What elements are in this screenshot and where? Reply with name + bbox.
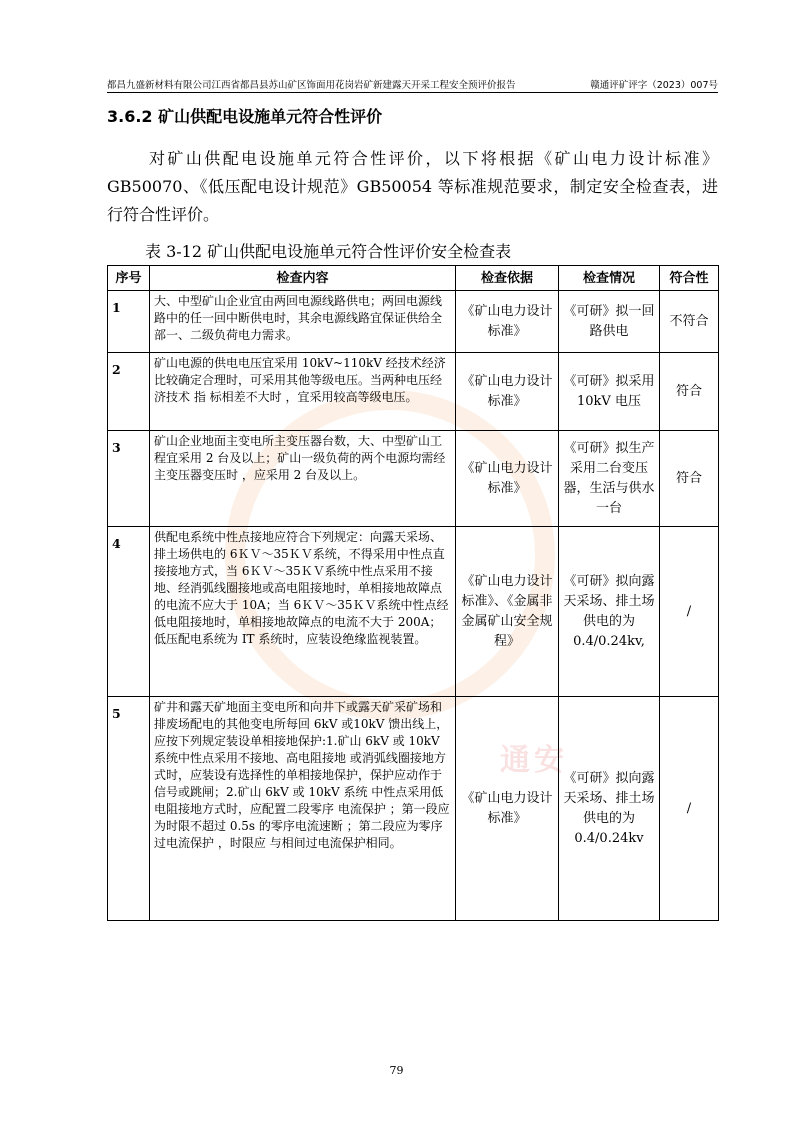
row-status: 《可研》拟采用10kV 电压	[559, 353, 660, 431]
table-row	[108, 353, 719, 431]
row-basis: 《矿山电力设计标准》	[456, 431, 559, 527]
header-status: 检查情况	[559, 266, 660, 291]
inspection-table	[107, 265, 719, 921]
row-no: 1	[108, 291, 150, 353]
row-content: 供配电系统中性点接地应符合下列规定：向露天采场、排土场供电的 6ＫＶ～35ＫＶ系统，不得采用中性点直接接地方式，当 6ＫＶ～35ＫＶ系统中性点采用不接地、经消弧线圈接地或高电阻接地时，单相接地故障点的电流不应大于 10A；当 6ＫＶ～35ＫＶ系统中性点经低电阻接地时，单相接地故障点的电流不大于 200A；低压配电系统为 IT 系统时，应装设绝缘监视装置。	[150, 527, 456, 697]
intro-text: 对矿山供配电设施单元符合性评价，以下将根据《矿山电力设计标准》GB50070、《低压配电设计规范》GB50054 等标准规范要求，制定安全检查表，进行符合性评价。	[107, 149, 718, 224]
row-basis: 《矿山电力设计标准》、《金属非金属矿山安全规程》	[456, 527, 559, 697]
row-basis: 《矿山电力设计标准》	[456, 697, 559, 921]
row-content: 大、中型矿山企业宜由两回电源线路供电；两回电源线路中的任一回中断供电时，其余电源线路宜保证供给全部一、二级负荷电力需求。	[150, 291, 456, 353]
header-content: 检查内容	[150, 266, 456, 291]
row-no: 2	[108, 353, 150, 431]
row-no: 4	[108, 527, 150, 697]
row-result: /	[660, 697, 719, 921]
row-no: 5	[108, 697, 150, 921]
page-number: 79	[389, 1064, 404, 1077]
row-result: 符合	[660, 353, 719, 431]
header-report-number: 赣通评矿评字（2023）007号	[590, 80, 718, 91]
header-divider	[107, 92, 718, 93]
header-basis: 检查依据	[456, 266, 559, 291]
intro-paragraph	[107, 145, 718, 229]
table-row	[108, 431, 719, 527]
row-status: 《可研》拟一回路供电	[559, 291, 660, 353]
row-content: 矿山电源的供电电压宜采用 10kV~110kV 经技术经济比较确定合理时，可采用其他等级电压。当两种电压经济技术 指 标相差不大时 ，宜采用较高等级电压。	[150, 353, 456, 431]
header-result: 符合性	[660, 266, 719, 291]
row-result: /	[660, 527, 719, 697]
section-title: 3.6.2 矿山供配电设施单元符合性评价	[107, 107, 383, 126]
row-basis: 《矿山电力设计标准》	[456, 291, 559, 353]
row-status: 《可研》拟向露天采场、排土场供电的为0.4/0.24kv,	[559, 527, 660, 697]
table-caption: 表 3-12 矿山供配电设施单元符合性评价安全检查表	[145, 242, 512, 261]
table-row	[108, 291, 719, 353]
row-basis: 《矿山电力设计标准》	[456, 353, 559, 431]
row-status: 《可研》拟生产采用二台变压器，生活与供水一台	[559, 431, 660, 527]
table-header-row	[108, 266, 719, 291]
row-no: 3	[108, 431, 150, 527]
row-result: 不符合	[660, 291, 719, 353]
header-no: 序号	[108, 266, 150, 291]
watermark-text-mark: 通安	[500, 743, 568, 778]
row-content: 矿井和露天矿地面主变电所和向井下或露天矿采矿场和排废场配电的其他变电所每回 6kV 或10kV 馈出线上，应按下列规定装设单相接地保护:1.矿山 6kV 或 10kV 系统中性点采用不接地、高电阻接地 或消弧线圈接地方式时，应装设有选择性的单相接地保护，保护应动作于信号或跳闸；2.矿山 6kV 或 10kV 系统 中性点采用低电阻接地方式时，应配置二段零序 电流保护 ；第一段应为时限不超过 0.5s 的零序电流速断 ；第二段应为零序过电流保护 ，时限应 与相间过电流保护相同。	[150, 697, 456, 921]
page-header	[107, 77, 718, 91]
row-content: 矿山企业地面主变电所主变压器台数，大、中型矿山工程宜采用 2 台及以上；矿山一级负荷的两个电源均需经主变压器变压时 ，应采用 2 台及以上。	[150, 431, 456, 527]
header-report-title: 都昌九盛新材料有限公司江西省都昌县苏山矿区饰面用花岗岩矿新建露天开采工程安全预评价报告	[107, 80, 516, 91]
table-row	[108, 697, 719, 921]
table-row	[108, 527, 719, 697]
row-result: 符合	[660, 431, 719, 527]
row-status: 《可研》拟向露天采场、排土场供电的为0.4/0.24kv	[559, 697, 660, 921]
